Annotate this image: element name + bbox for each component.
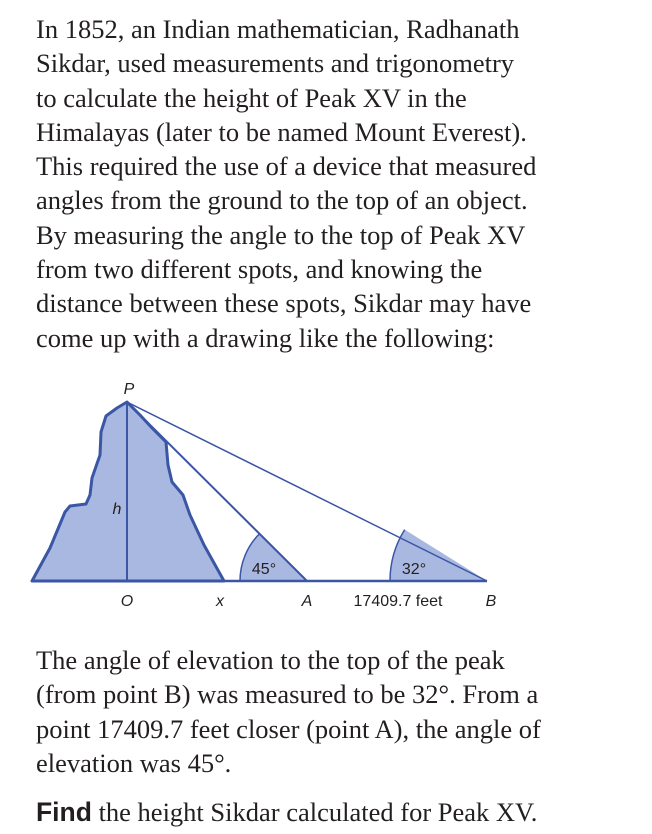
text-line: come up with a drawing like the following:: [36, 322, 495, 353]
problem-paragraph: [36, 643, 541, 780]
task-paragraph: [36, 795, 537, 829]
text-line: point 17409.7 feet closer (point A), the angle of: [36, 713, 541, 744]
text-line: angles from the ground to the top of an object.: [36, 185, 528, 216]
text-line: distance between these spots, Sikdar may have: [36, 288, 532, 319]
text-line: By measuring the angle to the top of Peak XV: [36, 219, 526, 250]
text-line: to calculate the height of Peak XV in the: [36, 82, 467, 113]
text-line: (from point B) was measured to be 32°. From a: [36, 679, 539, 710]
label-b: B: [485, 593, 497, 610]
text-line: Sikdar, used measurements and trigonometry: [36, 48, 515, 79]
text-line: This required the use of a device that measured: [36, 151, 537, 182]
angle-a-label: 45°: [251, 561, 277, 578]
label-origin: O: [120, 593, 134, 610]
label-x: x: [216, 593, 224, 610]
label-peak: P: [123, 381, 135, 398]
label-height: h: [112, 501, 122, 518]
text-line: The angle of elevation to the top of the peak: [36, 645, 505, 675]
text-line: In 1852, an Indian mathematician, Radhanath: [36, 14, 520, 44]
task-keyword: Find: [36, 797, 92, 827]
label-a: A: [301, 593, 313, 610]
distance-label: 17409.7 feet: [353, 593, 443, 610]
text-line: elevation was 45°.: [36, 747, 232, 778]
text-line: from two different spots, and knowing the: [36, 254, 483, 285]
text-line: Himalayas (later to be named Mount Everest).: [36, 116, 527, 147]
task-text: the height Sikdar calculated for Peak XV.: [91, 797, 538, 827]
angle-b-label: 32°: [401, 561, 427, 578]
